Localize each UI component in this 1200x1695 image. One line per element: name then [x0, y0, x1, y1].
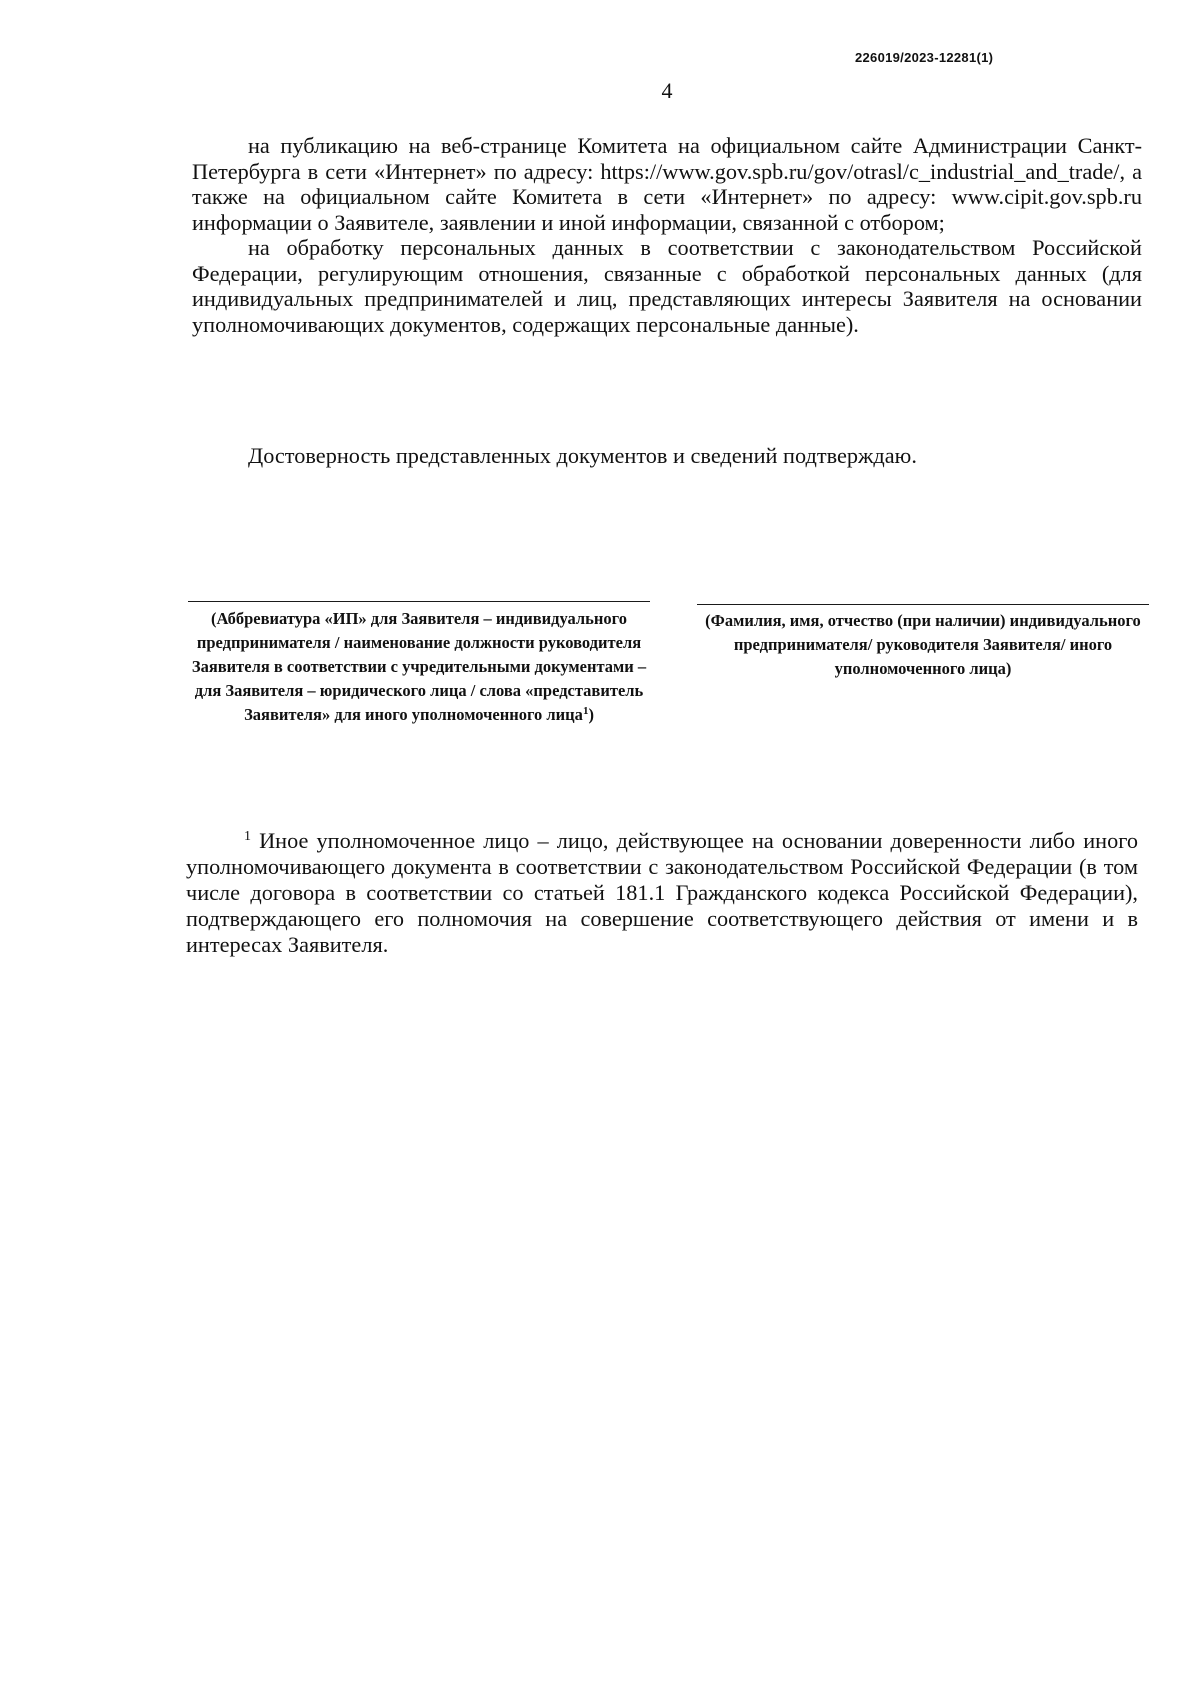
footnote	[186, 828, 1138, 958]
footnote-paragraph	[186, 828, 1138, 958]
signature-caption-position	[188, 607, 650, 727]
signature-caption-close: )	[588, 705, 594, 724]
consent-text	[192, 133, 1142, 337]
confirmation-statement: Достоверность представленных документов и сведений подтверждаю.	[248, 443, 917, 468]
signature-line-position	[188, 601, 650, 602]
footnote-text: Иное уполномоченное лицо – лицо, действующее на основании доверенности либо иного уполномочивающего документа в соответствии с законодательством Российской Федерации (в том числе договора в соответствии со статьей 181.1 Гражданского кодекса Российской Федерации), подтверждающего его полномочия на совершение соответствующего действия от имени и в интересах Заявителя.	[186, 828, 1138, 957]
signature-caption-footnote-mark: 1	[582, 705, 589, 717]
signature-caption-position-text: (Аббревиатура «ИП» для Заявителя – индивидуального предпринимателя / наименование должности руководителя Заявителя в соответствии с учредительными документами – для Заявителя – юридического лица / слова «представитель Заявителя» для иного уполномоченного лица	[191, 609, 647, 724]
page-number: 4	[661, 78, 673, 103]
signature-caption-name: (Фамилия, имя, отчество (при наличии) индивидуального предпринимателя/ руководителя Заявителя/ иного уполномоченного лица)	[705, 611, 1141, 678]
footnote-mark: 1	[244, 829, 251, 844]
signature-line-name	[697, 604, 1149, 605]
consent-personal-data-paragraph: на обработку персональных данных в соответствии с законодательством Российской Федерации, регулирующим отношения, связанные с обработкой персональных данных (для индивидуальных предпринимателей и лиц, представляющих интересы Заявителя на основании уполномочивающих документов, содержащих персональные данные).	[192, 235, 1142, 337]
consent-publication-paragraph: на публикацию на веб-странице Комитета на официальном сайте Администрации Санкт-Петербурга в сети «Интернет» по адресу: https://www.gov.spb.ru/gov/otrasl/c_industrial_and_trade/, а также на официальном сайте Комитета в сети «Интернет» по адресу: www.cipit.gov.spb.ru информации о Заявителе, заявлении и иной информации, связанной с отбором;	[192, 133, 1142, 235]
document-id: 226019/2023-12281(1)	[855, 50, 994, 65]
